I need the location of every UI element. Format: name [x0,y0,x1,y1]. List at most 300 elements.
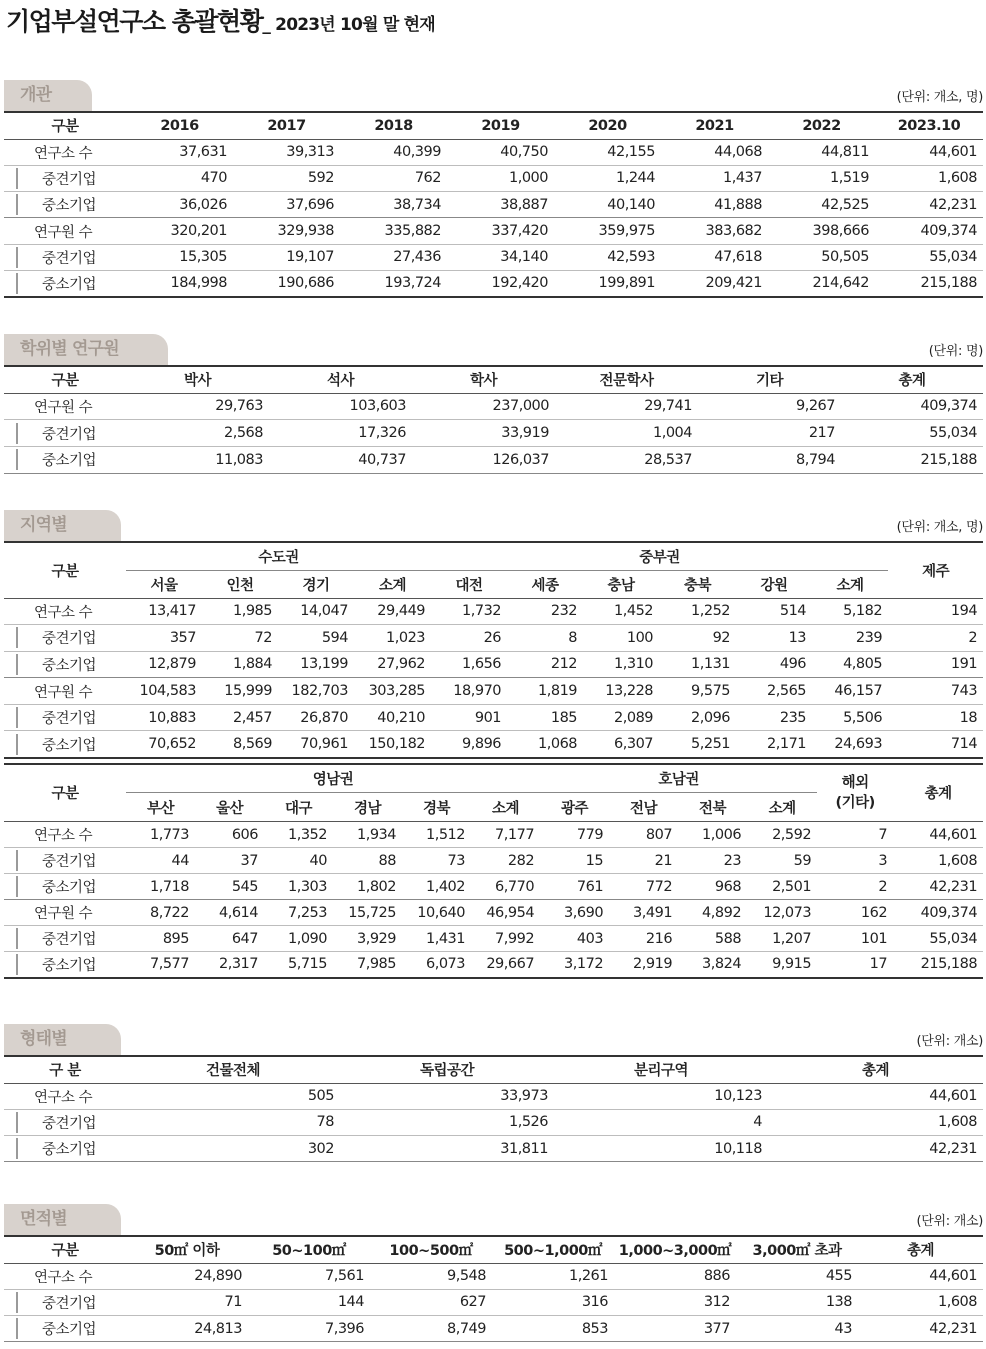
table-cell: 29,449 [377,603,426,620]
column-header: 2020 [588,117,627,134]
group-header-yeongnam: 영남권 [126,764,540,793]
table-cell: 17,326 [358,425,406,442]
table-cell: 40,399 [393,144,441,161]
table-cell: 212 [550,656,578,673]
table-cell: 92 [712,629,731,646]
table-cell: 496 [779,656,807,673]
table-cell: 88 [378,852,396,869]
table-cell: 1,718 [149,878,189,895]
table-cell: 5,715 [287,956,327,973]
table-cell: 7 [878,826,888,843]
table-cell: 1,437 [722,170,762,187]
column-header: 분리구역 [633,1063,689,1080]
column-header: 2021 [695,117,734,134]
table-cell: 359,975 [598,223,655,240]
table-cell: 39,313 [286,144,334,161]
table-cell: 15 [585,852,604,869]
table-cell: 38,887 [500,196,548,213]
table-cell: 1,000 [508,170,548,187]
table-cell: 9,915 [772,956,812,973]
table-cell: 239 [855,629,883,646]
region-table-2 [4,763,983,979]
table-cell: 337,420 [491,223,548,240]
table-cell: 42,525 [821,196,869,213]
table-row [4,651,983,678]
table-cell: 1,310 [614,656,654,673]
table-cell: 545 [231,878,258,895]
table-cell: 235 [779,709,807,726]
column-header: 100~500㎡ [389,1243,473,1260]
table-row [4,1109,983,1135]
header-overseas [817,764,893,822]
table-cell: 50,505 [821,249,869,266]
table-cell: 8,722 [149,904,189,921]
table-cell: 40,140 [607,196,655,213]
region-table-1 [4,541,983,759]
table-cell: 36,026 [179,196,227,213]
table-cell: 18 [959,709,978,726]
table-cell: 8,749 [446,1320,486,1337]
table-cell: 3 [878,852,888,869]
row-label-text: 중소기업 [16,954,126,975]
table-cell: 29,741 [644,398,692,415]
row-label-text: 중견기업 [16,850,126,871]
table-cell: 588 [714,930,742,947]
table-cell: 772 [645,878,673,895]
column-header: 전북 [678,793,747,822]
table-cell: 237,000 [492,398,549,415]
table-row [4,926,983,952]
table-cell: 1,985 [232,603,272,620]
table-cell: 47,618 [714,249,762,266]
column-header: 총계 [861,1063,889,1080]
section-region [4,510,983,979]
section-tab-overview: 개관 [4,80,92,111]
table-cell: 33,919 [501,425,549,442]
table-cell: 13,417 [148,603,196,620]
section-tab-degree: 학위별 연구원 [4,334,168,365]
table-row [4,165,983,191]
row-label-text: 중견기업 [16,928,126,949]
table-cell: 17 [869,956,888,973]
table-cell: 42,155 [607,144,655,161]
table-cell: 28,537 [644,451,692,468]
table-cell: 194 [950,603,978,620]
table-cell: 1,608 [937,170,977,187]
row-label: 연구소 수 [34,604,93,621]
table-cell: 1,526 [508,1114,548,1131]
table-cell: 9,896 [462,736,502,753]
column-header: 총계 [906,1243,934,1260]
table-cell: 191 [950,656,978,673]
row-label-text: 중소기업 [16,654,126,675]
table-cell: 10,123 [714,1088,762,1105]
row-label [4,952,126,978]
column-header: 3,000㎡ 초과 [752,1243,842,1260]
row-label [4,192,126,218]
table-row [4,244,983,270]
row-label-text: 중소기업 [16,1138,126,1159]
table-cell: 4,805 [843,656,883,673]
table-cell: 761 [576,878,604,895]
table-cell: 6,770 [495,878,535,895]
table-cell: 101 [860,930,888,947]
row-label-text: 중소기업 [16,1318,126,1339]
table-cell: 455 [825,1268,852,1285]
table-cell: 302 [307,1140,334,1157]
table-cell: 192,420 [491,275,548,292]
table-cell: 42,231 [929,1140,977,1157]
overview-table [4,111,983,298]
table-cell: 779 [576,826,604,843]
table-cell: 55,034 [929,930,978,947]
table-cell: 216 [645,930,673,947]
table-cell: 7,396 [324,1320,364,1337]
header-label: 구분 [51,563,79,580]
table-cell: 1,519 [829,170,869,187]
title-main: 기업부설연구소 총괄현황 [6,7,263,36]
table-cell: 312 [703,1294,730,1311]
table-cell: 9,548 [446,1268,486,1285]
table-cell: 214,642 [812,275,869,292]
table-cell: 2,457 [232,709,272,726]
table-cell: 26,870 [300,709,348,726]
table-cell: 38,734 [393,196,441,213]
table-row [4,731,983,758]
table-row [4,952,983,978]
table-cell: 2,565 [767,683,807,700]
table-row [4,139,983,165]
table-cell: 27,436 [393,249,441,266]
table-cell: 1,431 [425,930,465,947]
table-row [4,446,983,473]
table-cell: 901 [474,709,502,726]
column-header: 50~100㎡ [272,1243,346,1260]
column-header: 2018 [374,117,413,134]
section-tab-type: 형태별 [4,1024,121,1055]
table-cell: 2 [968,629,978,646]
table-row [4,822,983,848]
column-header: 소계 [471,793,540,822]
table-cell: 2,568 [223,425,263,442]
table-row [4,393,983,420]
row-label [4,1109,126,1135]
table-cell: 7,985 [356,956,396,973]
column-header: 2022 [802,117,841,134]
table-row [4,420,983,447]
row-label-text: 중견기업 [16,247,126,268]
table-cell: 37,631 [179,144,227,161]
table-cell: 7,177 [495,826,535,843]
table-cell: 40,750 [500,144,548,161]
table-cell: 3,690 [564,904,604,921]
table-cell: 19,107 [286,249,334,266]
table-cell: 1,006 [702,826,742,843]
group-header-honam: 호남권 [540,764,817,793]
table-cell: 2,171 [767,736,807,753]
table-cell: 18,970 [453,683,502,700]
header-total: 총계 [924,786,952,803]
row-label: 연구소 수 [34,145,93,162]
table-row [4,900,983,926]
table-cell: 31,811 [500,1140,548,1157]
table-cell: 1,244 [615,170,655,187]
table-cell: 886 [703,1268,730,1285]
table-cell: 6,073 [425,956,465,973]
table-cell: 1,023 [386,629,426,646]
row-label: 연구원 수 [34,399,93,416]
table-cell: 398,666 [812,223,869,240]
table-row [4,848,983,874]
table-cell: 103,603 [349,398,406,415]
column-header: 강원 [736,570,812,598]
column-header: 광주 [540,793,609,822]
table-cell: 2,919 [633,956,673,973]
table-cell: 303,285 [368,683,426,700]
table-cell: 807 [645,826,673,843]
section-type [4,1024,983,1162]
group-header-capital: 수도권 [126,542,431,570]
overseas-label: 해외 [841,774,869,791]
table-row [4,1289,983,1315]
column-header: 독립공간 [419,1063,475,1080]
unit-label: (단위: 개소, 명) [896,90,983,105]
table-cell: 190,686 [277,275,334,292]
column-header: 대구 [264,793,333,822]
table-cell: 78 [316,1114,334,1131]
table-cell: 470 [200,170,227,187]
row-label [4,1316,126,1342]
column-header: 울산 [195,793,264,822]
table-cell: 217 [808,425,835,442]
type-table [4,1055,983,1162]
group-header-central: 중부권 [431,542,888,570]
table-cell: 215,188 [920,275,977,292]
column-header: 총계 [898,373,926,390]
table-cell: 10,883 [148,709,196,726]
row-label-text: 중견기업 [16,168,126,189]
table-cell: 714 [950,736,978,753]
area-table [4,1235,983,1342]
table-cell: 9,267 [795,398,835,415]
column-header: 소계 [747,793,817,822]
table-cell: 357 [169,629,196,646]
table-cell: 72 [254,629,272,646]
table-cell: 1,656 [462,656,502,673]
table-cell: 9,575 [691,683,731,700]
table-cell: 41,888 [714,196,762,213]
table-cell: 138 [825,1294,852,1311]
table-cell: 37,696 [286,196,334,213]
table-cell: 1,884 [232,656,272,673]
table-cell: 3,824 [702,956,742,973]
table-cell: 1,303 [287,878,327,895]
table-cell: 1,090 [287,930,327,947]
table-cell: 1,261 [568,1268,608,1285]
row-label [4,926,126,952]
table-cell: 40 [309,852,327,869]
table-cell: 409,374 [920,398,977,415]
column-header: 2023.10 [897,117,961,134]
overseas-sublabel: (기타) [835,794,875,811]
column-header: 기타 [755,373,783,390]
column-header: 전문학사 [599,373,654,390]
table-cell: 1,252 [691,603,731,620]
table-cell: 23 [723,852,742,869]
table-cell: 15,305 [179,249,227,266]
table-cell: 104,583 [139,683,196,700]
row-label-text: 중소기업 [16,273,126,294]
table-cell: 29,763 [215,398,263,415]
table-cell: 73 [447,852,465,869]
table-cell: 7,253 [287,904,327,921]
table-cell: 1,773 [149,826,189,843]
table-cell: 184,998 [170,275,227,292]
table-cell: 592 [307,170,334,187]
table-cell: 40,737 [358,451,406,468]
table-cell: 6,307 [614,736,654,753]
row-label-text: 중견기업 [16,707,126,728]
row-label [4,704,126,731]
column-header: 부산 [126,793,195,822]
table-cell: 8,569 [232,736,272,753]
table-row [4,598,983,625]
row-label [4,1136,126,1162]
table-cell: 1,802 [356,878,396,895]
table-cell: 1,452 [614,603,654,620]
unit-label: (단위: 명) [928,344,983,359]
table-cell: 7,992 [495,930,535,947]
table-cell: 968 [714,878,742,895]
row-label-text: 중견기업 [16,1112,126,1133]
table-cell: 232 [550,603,578,620]
column-header: 소계 [354,570,431,598]
table-cell: 403 [576,930,604,947]
table-cell: 409,374 [920,223,977,240]
section-area [4,1204,983,1342]
table-row [4,270,983,296]
table-cell: 1,352 [287,826,327,843]
table-cell: 55,034 [929,249,977,266]
row-label-text: 중견기업 [16,423,126,444]
table-cell: 594 [321,629,348,646]
table-cell: 209,421 [705,275,762,292]
table-cell: 1,608 [938,852,978,869]
table-cell: 34,140 [500,249,548,266]
table-cell: 55,034 [929,425,977,442]
table-cell: 46,954 [486,904,535,921]
table-cell: 29,667 [486,956,535,973]
column-header: 건물전체 [205,1063,261,1080]
table-cell: 5,251 [691,736,731,753]
table-row [4,678,983,705]
row-label [4,270,126,296]
column-header: 2017 [267,117,306,134]
table-cell: 37 [240,852,258,869]
table-cell: 44,601 [929,1088,977,1105]
column-header: 충북 [659,570,736,598]
table-cell: 59 [793,852,812,869]
table-cell: 1,004 [652,425,692,442]
column-header: 전남 [609,793,678,822]
table-cell: 100 [626,629,654,646]
unit-label: (단위: 개소, 명) [896,520,983,535]
table-cell: 7,561 [324,1268,364,1285]
table-row [4,1316,983,1342]
table-cell: 199,891 [598,275,655,292]
table-cell: 215,188 [920,956,978,973]
degree-table [4,365,983,474]
column-header: 50㎡ 이하 [154,1243,220,1260]
table-cell: 43 [834,1320,852,1337]
table-cell: 46,157 [834,683,883,700]
table-cell: 3,929 [356,930,396,947]
column-header: 학사 [469,373,497,390]
section-degree [4,334,983,474]
table-cell: 8,794 [795,451,835,468]
table-cell: 44,601 [929,1268,977,1285]
table-cell: 44 [171,852,189,869]
table-cell: 1,608 [937,1294,977,1311]
row-label [4,651,126,678]
column-header: 서울 [126,570,202,598]
column-header: 경북 [402,793,471,822]
table-cell: 606 [231,826,258,843]
column-header: 박사 [183,373,211,390]
table-cell: 2,592 [772,826,812,843]
table-cell: 44,068 [714,144,762,161]
header-jeju: 제주 [922,563,950,580]
table-cell: 162 [860,904,888,921]
unit-label: (단위: 개소) [916,1034,983,1049]
table-cell: 26 [483,629,502,646]
table-cell: 762 [414,170,441,187]
table-cell: 193,724 [384,275,441,292]
table-cell: 182,703 [291,683,348,700]
table-cell: 15,999 [224,683,272,700]
table-cell: 743 [950,683,978,700]
table-row [4,1136,983,1162]
table-cell: 185 [550,709,578,726]
table-cell: 1,934 [356,826,396,843]
table-cell: 144 [337,1294,364,1311]
table-cell: 150,182 [368,736,426,753]
table-cell: 514 [779,603,807,620]
table-cell: 2,501 [772,878,812,895]
table-row [4,704,983,731]
table-cell: 1,819 [538,683,578,700]
row-label [4,848,126,874]
table-cell: 1,402 [425,878,465,895]
table-cell: 12,879 [148,656,196,673]
table-cell: 282 [507,852,535,869]
table-cell: 71 [224,1294,242,1311]
unit-label: (단위: 개소) [916,1214,983,1229]
table-cell: 44,601 [929,826,978,843]
table-cell: 2 [878,878,888,895]
table-cell: 316 [581,1294,608,1311]
table-cell: 2,089 [614,709,654,726]
table-cell: 42,231 [929,1320,977,1337]
table-cell: 409,374 [920,904,978,921]
table-cell: 42,593 [607,249,655,266]
table-cell: 4 [753,1114,762,1131]
table-cell: 895 [162,930,189,947]
table-cell: 1,608 [937,1114,977,1131]
header-label: 구분 [51,373,79,390]
row-label [4,420,126,447]
table-cell: 42,231 [929,878,978,895]
